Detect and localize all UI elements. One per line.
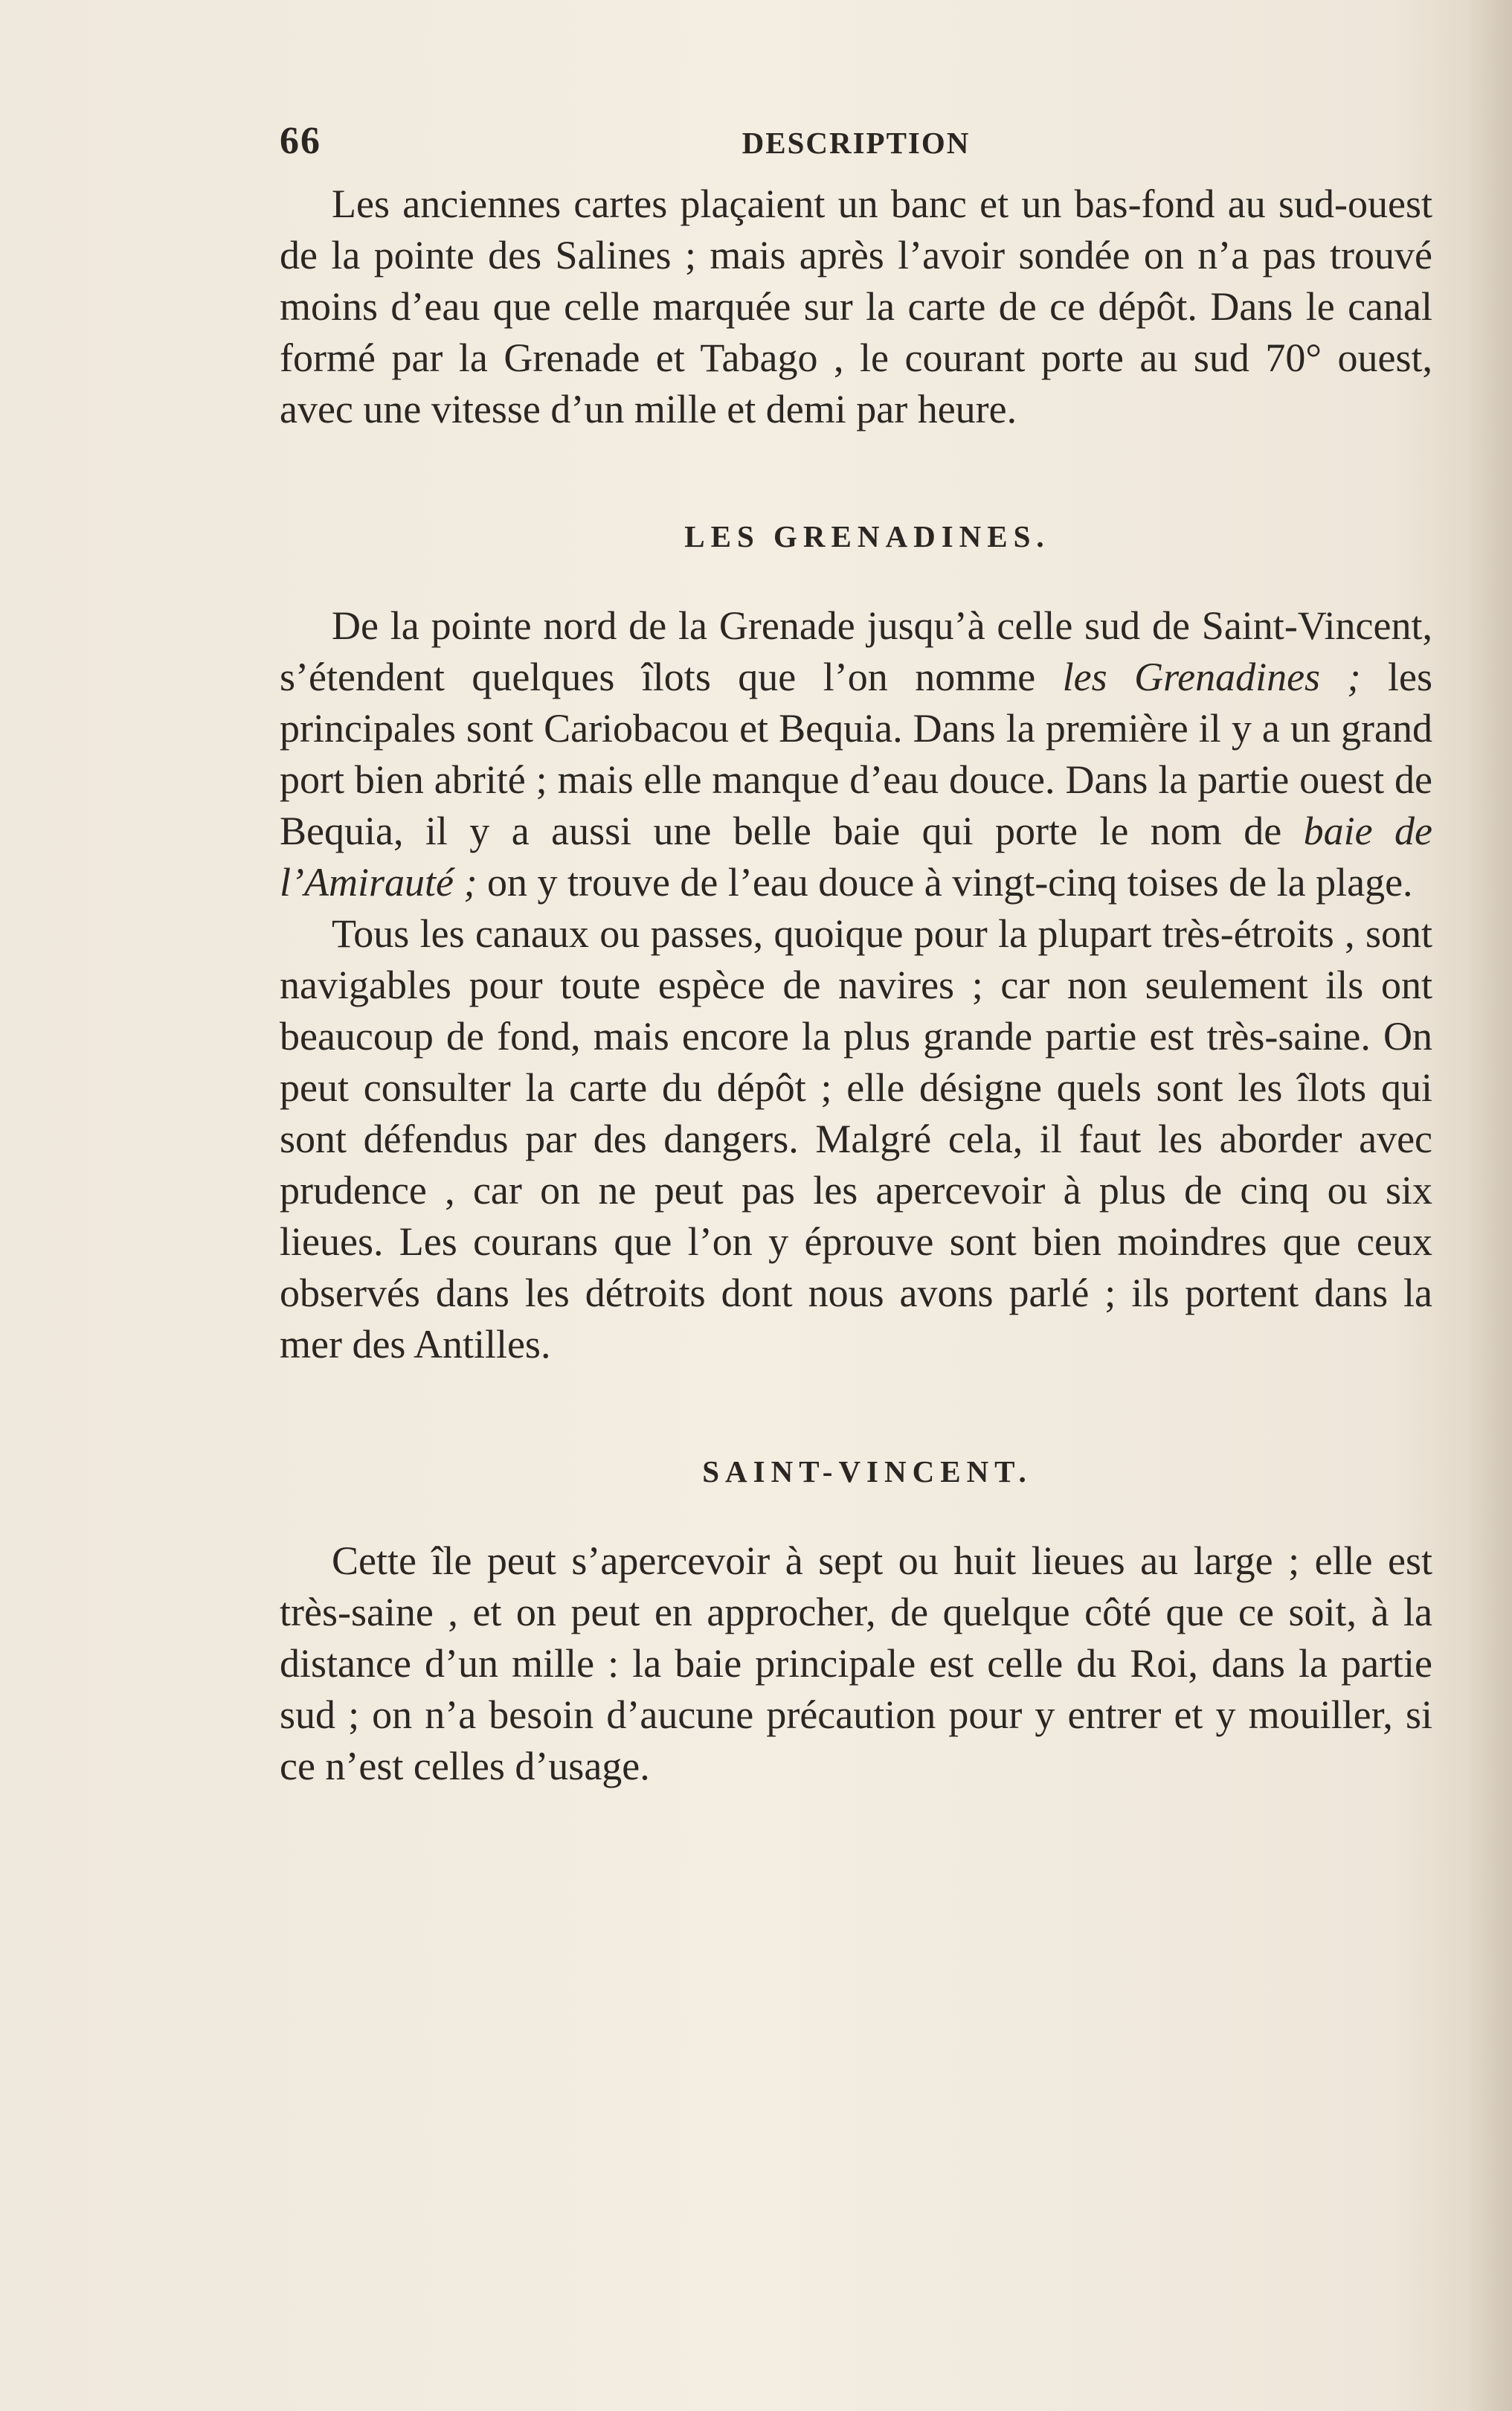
running-head: DESCRIPTION bbox=[741, 126, 971, 160]
page-header bbox=[280, 119, 1432, 179]
grenadines-p1-text-3: on y trouve de l’eau douce à vingt-cinq toises de la plage. bbox=[477, 860, 1413, 905]
page-edge-shadow bbox=[1467, 0, 1512, 2411]
grenadines-paragraph-2: Tous les canaux ou passes, quoique pour la plupart très-étroits , sont navigables pour toute espèce de navires ; car non seulement ils ont beaucoup de fond, mais encore la plus grande partie est très-saine. On peut consulter la carte du dépôt ; elle désigne quels sont les îlots qui sont défendus par des dangers. Malgré cela, il faut les aborder avec prudence , car on ne peut pas les apercevoir à plus de cinq ou six lieues. Les courans que l’on y éprouve sont bien moindres que ceux observés dans les détroits dont nous avons parlé ; ils portent dans la mer des Antilles. bbox=[280, 911, 1432, 1367]
section-title-saint-vincent: SAINT-VINCENT. bbox=[702, 1454, 1032, 1489]
page-number: 66 bbox=[280, 120, 321, 162]
grenadines-paragraph-1 bbox=[280, 600, 1432, 908]
intro-paragraph: Les anciennes cartes plaçaient un banc et un bas-fond au sud-ouest de la pointe des Salines ; mais après l’avoir sondée on n’a pas trouvé moins d’eau que celle marquée sur la carte de ce dépôt. Dans le canal formé par la Grenade et Tabago , le courant porte au sud 70° ouest, avec une vitesse d’un mille et demi par heure. bbox=[280, 182, 1432, 431]
grenadines-p1-text-1: De la pointe nord de la Grenade jusqu’à celle sud de Saint-Vincent, s’étendent quelques îlots que l’on nomme bbox=[280, 603, 1432, 699]
saint-vincent-paragraph-1: Cette île peut s’apercevoir à sept ou huit lieues au large ; elle est très-saine , et on peut en approcher, de quelque côté que ce soit, à la distance d’un mille : la baie principale est celle du Roi, dans la partie sud ; on n’a besoin d’aucune précaution pour y entrer et y mouiller, si ce n’est celles d’usage. bbox=[280, 1538, 1432, 1788]
grenadines-p1-italic-2: baie de l’Amirauté ; bbox=[280, 809, 1432, 905]
grenadines-p1-italic-1: les Grenadines ; bbox=[1062, 655, 1361, 699]
section-title-grenadines: LES GRENADINES. bbox=[684, 519, 1050, 553]
text-block bbox=[280, 119, 1432, 1792]
grenadines-p1-text-2: les principales sont Cariobacou et Bequia. Dans la première il y a un grand port bien abrité ; mais elle manque d’eau douce. Dans la partie ouest de Bequia, il y a aussi une belle baie qui porte le nom de bbox=[280, 655, 1432, 853]
